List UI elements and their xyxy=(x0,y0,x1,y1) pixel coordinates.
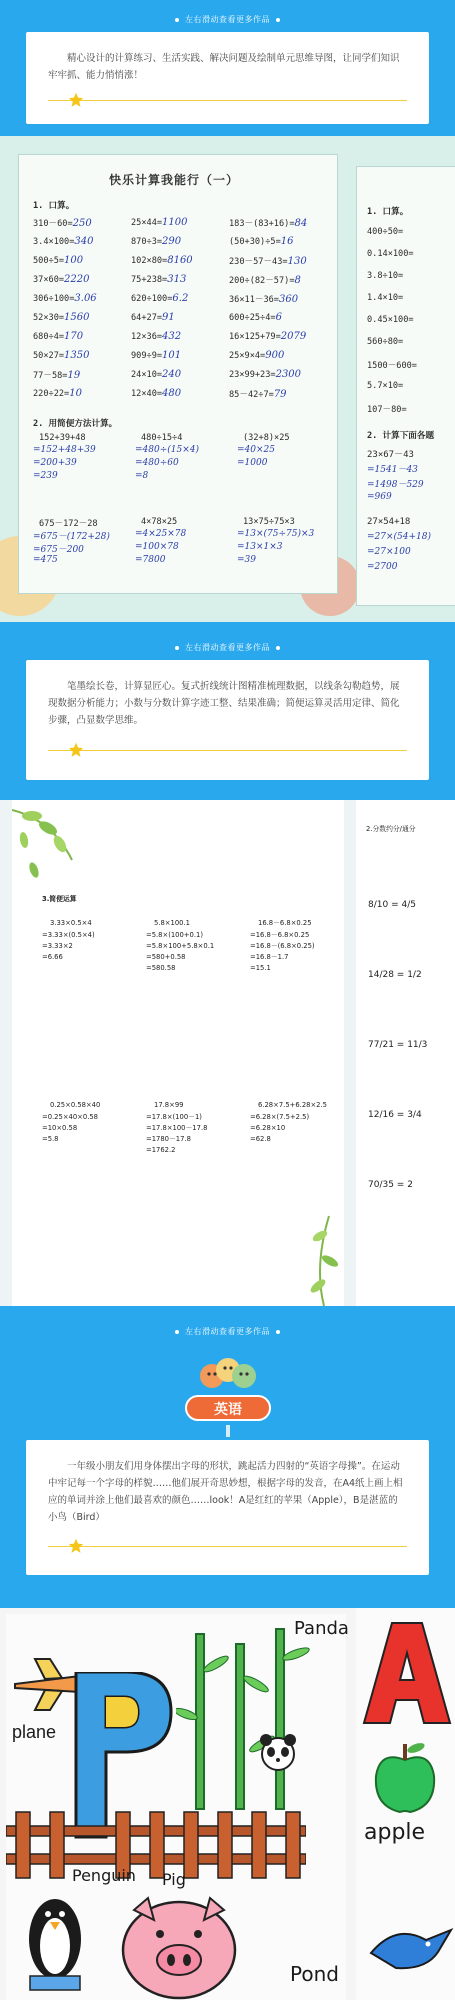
calc-question: 230－57－43= xyxy=(229,257,288,267)
calc-question: 500÷5= xyxy=(33,256,65,266)
calc-item xyxy=(131,369,181,380)
calc-item xyxy=(229,350,284,361)
section-heading: 2. 计算下面各题 xyxy=(367,431,435,441)
handwritten-step: =969 xyxy=(367,492,392,502)
handwritten-step: =16.8－1.7 xyxy=(250,953,289,961)
calc-question: 75+238= xyxy=(131,275,168,285)
calc-question: 12×36= xyxy=(131,332,163,342)
calc-item: 1.4×10= xyxy=(367,293,404,303)
handwritten-step: =239 xyxy=(33,471,58,481)
handwritten-step: =480÷60 xyxy=(135,458,179,468)
fraction-item: 77/21 = 11/3 xyxy=(368,1040,428,1050)
handwritten-step: =17.8×100－17.8 xyxy=(146,1124,208,1132)
panda-label: Panda xyxy=(294,1618,349,1639)
calc-question: (50+30)÷5= xyxy=(229,237,281,247)
handwritten-step: =16.8－(6.8×0.25) xyxy=(250,942,315,950)
calc-answer: 100 xyxy=(64,255,84,266)
calc-item xyxy=(131,236,181,247)
handwritten-step: =3.33×(0.5×4) xyxy=(42,931,95,939)
handwritten-step: 23×67－43 xyxy=(367,450,414,460)
handwritten-step: =675－200 xyxy=(33,545,84,555)
handwritten-step: =27×100 xyxy=(367,547,411,557)
calc-question: 25×9×4= xyxy=(229,351,266,361)
calc-question: 909÷9= xyxy=(131,351,163,361)
calc-question: 23×99+23= xyxy=(229,370,276,380)
calc-item xyxy=(229,388,287,400)
handwritten-step: =6.66 xyxy=(42,953,63,961)
calc-question: 310－60= xyxy=(33,219,73,229)
handwritten-step: =27×(54+18) xyxy=(367,532,432,542)
handwritten-step: =1780－17.8 xyxy=(146,1135,191,1143)
handwritten-step: =152+48+39 xyxy=(33,445,96,455)
swipe-hint-text: 左右滑动查看更多作品 xyxy=(185,643,270,652)
divider xyxy=(48,1546,407,1547)
worksheet-page xyxy=(18,154,338,594)
calc-answer: 1100 xyxy=(162,217,188,228)
fraction-item: 8/10 = 4/5 xyxy=(368,900,416,910)
calc-answer: 360 xyxy=(279,294,299,305)
calc-item xyxy=(33,312,90,323)
fence-drawing xyxy=(6,1804,306,1884)
pig-label: Pig xyxy=(162,1870,186,1889)
apple-drawing xyxy=(370,1740,440,1816)
section-heading: 1. 口算。 xyxy=(33,201,75,211)
handwritten-step: =7800 xyxy=(135,555,166,565)
calc-question: 220÷22= xyxy=(33,389,70,399)
handwritten-step: =1762.2 xyxy=(146,1146,176,1154)
calc-answer: 900 xyxy=(265,350,285,361)
calc-answer: 2220 xyxy=(64,274,90,285)
penguin-label: Penguin xyxy=(72,1866,136,1885)
calc-question: 12×40= xyxy=(131,389,163,399)
simple-calc-question: 152+39+48 xyxy=(39,433,86,443)
handwritten-step: =5.8 xyxy=(42,1135,59,1143)
worksheet-page xyxy=(12,800,344,1306)
pig-drawing xyxy=(114,1890,244,2000)
calc-question: 620÷100= xyxy=(131,294,173,304)
handwritten-step: =5.8×(100+0.1) xyxy=(146,931,203,939)
handwritten-step: =580.58 xyxy=(146,964,176,972)
calc-item xyxy=(33,293,97,304)
calc-question: 870÷3= xyxy=(131,237,163,247)
simple-calc-question: (32+8)×25 xyxy=(243,433,290,443)
calc-item: 107－80= xyxy=(367,405,407,415)
intro-card-1 xyxy=(26,32,429,124)
calc-item: 400÷50= xyxy=(367,227,404,237)
calc-answer: 432 xyxy=(162,331,182,342)
calc-question: 36×11－36= xyxy=(229,295,279,305)
calc-item xyxy=(33,217,92,229)
calc-question: 102×80= xyxy=(131,256,168,266)
handwritten-step: =2700 xyxy=(367,562,398,572)
simple-calc-question: 5.8×100.1 xyxy=(154,919,190,927)
calc-question: 200÷(82－57)= xyxy=(229,276,295,286)
handwritten-step: =5.8×100+5.8×0.1 xyxy=(146,942,215,950)
section-heading: 2. 用简便方法计算。 xyxy=(33,419,118,429)
section-heading: 3.简便运算 xyxy=(42,895,77,903)
handwritten-step: =0.25×40×0.58 xyxy=(42,1113,99,1121)
fraction-item: 14/28 = 1/2 xyxy=(368,970,422,980)
simple-calc-question: 0.25×0.58×40 xyxy=(50,1101,101,1109)
calc-item xyxy=(229,369,301,380)
calc-item xyxy=(33,236,94,247)
handwritten-step: =40×25 xyxy=(237,445,275,455)
bird-drawing xyxy=(366,1918,455,1978)
calc-item xyxy=(33,369,80,381)
calc-question: 16×125+79= xyxy=(229,332,281,342)
letter-a-drawing xyxy=(362,1618,452,1728)
handwritten-step: =1498－529 xyxy=(367,480,424,490)
handwritten-step: =6.28×10 xyxy=(250,1124,286,1132)
vine-decoration xyxy=(284,1206,344,1306)
calc-answer: 1560 xyxy=(64,312,90,323)
swipe-hint-text: 左右滑动查看更多作品 xyxy=(185,15,270,24)
calc-item xyxy=(33,350,90,361)
calc-question: 183－(83+16)= xyxy=(229,219,295,229)
calc-question: 37×60= xyxy=(33,275,65,285)
calc-question: 64+27= xyxy=(131,313,163,323)
calc-item xyxy=(229,331,306,342)
calc-answer: 8160 xyxy=(167,255,193,266)
apple-label: apple xyxy=(364,1820,426,1845)
calc-answer: 91 xyxy=(162,312,175,323)
simple-calc-question: 17.8×99 xyxy=(154,1101,184,1109)
calc-item xyxy=(33,274,90,285)
worksheet-page-next xyxy=(356,800,455,1306)
calc-item xyxy=(131,255,193,266)
calc-answer: 6.2 xyxy=(172,293,189,304)
handwritten-step: =15.1 xyxy=(250,964,271,972)
pond-label: Pond xyxy=(290,1962,339,1986)
handwritten-step: =580+0.58 xyxy=(146,953,186,961)
calc-question: 24×10= xyxy=(131,370,163,380)
calc-item xyxy=(229,255,307,267)
calc-question: 306÷100= xyxy=(33,294,75,304)
calc-item xyxy=(229,274,301,286)
calc-question: 600÷25÷4= xyxy=(229,313,276,323)
simple-calc-question: 675－172－28 xyxy=(39,519,98,529)
ribbon-icon xyxy=(223,1425,233,1437)
handwritten-step: =13×1×3 xyxy=(237,542,283,552)
section-heading: 2.分数约分/通分 xyxy=(366,825,416,833)
calc-answer: 10 xyxy=(69,388,82,399)
calc-item: 5.7×10= xyxy=(367,381,404,391)
handwritten-step: =62.8 xyxy=(250,1135,271,1143)
calc-item xyxy=(33,388,82,399)
swipe-hint-text: 左右滑动查看更多作品 xyxy=(185,1327,270,1336)
simple-calc-question: 480÷15÷4 xyxy=(141,433,183,443)
calc-item xyxy=(131,274,186,285)
penguin-drawing xyxy=(20,1884,90,1994)
math-worksheet-photo-1[interactable] xyxy=(0,136,455,622)
handwritten-step: =1541－43 xyxy=(367,465,418,475)
intro-card-3 xyxy=(26,1440,429,1575)
calc-question: 680÷4= xyxy=(33,332,65,342)
handwritten-step: =3.33×2 xyxy=(42,942,73,950)
plane-label: plane xyxy=(12,1722,57,1742)
swipe-hint-3 xyxy=(0,1326,455,1337)
calc-item xyxy=(131,312,175,323)
calc-item: 560÷80= xyxy=(367,337,404,347)
calc-answer: 240 xyxy=(162,369,182,380)
handwritten-step: 27×54+18 xyxy=(367,517,411,527)
calc-item xyxy=(229,236,293,247)
divider xyxy=(48,100,407,101)
card-text: 笔墨绘长卷，计算显匠心。复式折线统计图精准梳理数据，以线条勾勒趋势，展现数据分析能力；小数与分数计算字迹工整、结果准确；简便运算灵活用定律、简化步骤，凸显数学思维。 xyxy=(48,681,400,726)
calc-item xyxy=(131,331,181,342)
calc-answer: 101 xyxy=(162,350,182,361)
handwritten-step: =16.8－6.8×0.25 xyxy=(250,931,310,939)
calc-answer: 79 xyxy=(273,389,287,400)
calc-answer: 1350 xyxy=(64,350,90,361)
simple-calc-question: 4×78×25 xyxy=(141,517,178,527)
calc-item xyxy=(33,255,83,266)
calc-item: 0.45×100= xyxy=(367,315,414,325)
calc-item xyxy=(131,388,181,399)
section-heading: 1. 口算。 xyxy=(367,207,409,217)
calc-question: 85－42÷7= xyxy=(229,390,274,400)
handwritten-step: =8 xyxy=(135,471,149,481)
calc-item xyxy=(131,293,188,304)
simple-calc-question: 6.28×7.5+6.28×2.5 xyxy=(258,1101,327,1109)
intro-card-2 xyxy=(26,660,429,780)
calc-question: 52×30= xyxy=(33,313,65,323)
panda-drawing xyxy=(256,1730,300,1774)
handwritten-step: =100×78 xyxy=(135,542,179,552)
fraction-item: 70/35 = 2 xyxy=(368,1180,413,1190)
math-worksheet-photo-2[interactable] xyxy=(0,800,455,1306)
worksheet-page-next xyxy=(356,166,455,606)
handwritten-step: =17.8×(100－1) xyxy=(146,1113,202,1121)
swipe-hint-2 xyxy=(0,642,455,653)
calc-answer: 16 xyxy=(280,236,294,247)
bamboo-drawing xyxy=(176,1624,316,1814)
swipe-hint-1 xyxy=(0,14,455,25)
handwritten-step: =6.28×(7.5+2.5) xyxy=(250,1113,310,1121)
handwritten-step: =480÷(15×4) xyxy=(135,445,200,455)
handwritten-step: =10×0.58 xyxy=(42,1124,78,1132)
calc-question: 77－58= xyxy=(33,371,68,381)
calc-answer: 19 xyxy=(67,370,81,381)
calc-item xyxy=(131,217,188,228)
calc-answer: 84 xyxy=(294,218,308,229)
calc-answer: 170 xyxy=(64,331,84,342)
drawing-page xyxy=(6,1614,349,2000)
calc-item xyxy=(229,312,282,323)
calc-answer: 290 xyxy=(162,236,182,247)
simple-calc-question: 13×75÷75×3 xyxy=(243,517,295,527)
calc-answer: 6 xyxy=(275,312,282,323)
star-icon xyxy=(68,742,84,758)
handwritten-step: =675－(172+28) xyxy=(33,532,110,542)
calc-question: 25×44= xyxy=(131,218,163,228)
calc-answer: 130 xyxy=(287,256,307,267)
worksheet-title: 快乐计算我能行（一） xyxy=(109,173,240,187)
calc-question: 50×27= xyxy=(33,351,65,361)
calc-item xyxy=(229,217,307,229)
calc-answer: 250 xyxy=(72,218,92,229)
handwritten-step: =39 xyxy=(237,555,256,565)
handwritten-step: =1000 xyxy=(237,458,268,468)
calc-answer: 3.06 xyxy=(74,293,97,304)
divider xyxy=(48,750,407,751)
calc-item xyxy=(229,293,298,305)
english-drawing-photo[interactable] xyxy=(0,1608,455,2000)
handwritten-step: =475 xyxy=(33,555,58,565)
handwritten-step: =200+39 xyxy=(33,458,77,468)
calc-answer: 2079 xyxy=(280,331,307,342)
handwritten-step: =4×25×78 xyxy=(135,529,187,539)
card-text: 一年级小朋友们用身体摆出字母的形状，跳起活力四射的“英语字母操”。在运动中牢记每一个字母的样貌……他们展开奇思妙想，根据字母的发音，在A4纸上画上相应的单词并涂上他们最喜欢的颜色……look！A是红红的苹果（Apple），B是湛蓝的小鸟（Bird） xyxy=(48,1461,403,1523)
drawing-page-next xyxy=(356,1608,455,2000)
calc-question: 3.4×100= xyxy=(33,237,75,247)
simple-calc-question: 3.33×0.5×4 xyxy=(50,919,92,927)
calc-answer: 8 xyxy=(294,275,301,286)
calc-item: 3.8÷10= xyxy=(367,271,404,281)
calc-item xyxy=(33,331,83,342)
calc-answer: 313 xyxy=(167,274,187,285)
star-icon xyxy=(68,1538,84,1554)
calc-item xyxy=(131,350,181,361)
calc-item: 0.14×100= xyxy=(367,249,414,259)
simple-calc-question: 16.8－6.8×0.25 xyxy=(258,919,312,927)
star-icon xyxy=(68,92,84,108)
handwritten-step: =13×(75÷75)×3 xyxy=(237,529,315,539)
calc-answer: 340 xyxy=(74,236,94,247)
calc-item: 1500－600= xyxy=(367,361,417,371)
calc-answer: 2300 xyxy=(275,369,302,380)
calc-answer: 480 xyxy=(162,388,182,399)
subject-badge-english: 英语 xyxy=(185,1395,271,1421)
animal-mascot-icon xyxy=(198,1352,258,1392)
card-text: 精心设计的计算练习、生活实践、解决问题及绘制单元思维导图，让同学们知识牢牢抓、能力悄悄涨！ xyxy=(48,53,400,81)
fraction-item: 12/16 = 3/4 xyxy=(368,1110,422,1120)
